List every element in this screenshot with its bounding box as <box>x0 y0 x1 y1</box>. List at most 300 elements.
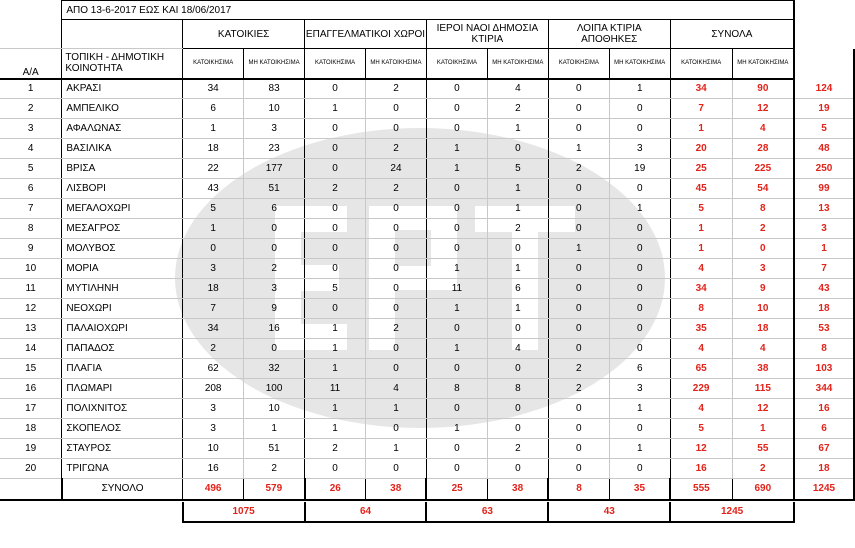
sum-other-uninhabitable: 35 <box>609 479 670 500</box>
cell-residences-inhabitable: 1 <box>183 219 244 239</box>
group-header-totals: ΣΥΝΟΛΑ <box>670 20 794 49</box>
cell-professional-inhabitable: 0 <box>305 119 366 139</box>
cell-other-uninhabitable: 0 <box>609 219 670 239</box>
cell-residences-uninhabitable: 83 <box>244 79 305 99</box>
community-name: ΛΙΣΒΟΡΙ <box>62 179 183 199</box>
cell-residences-uninhabitable: 51 <box>244 179 305 199</box>
cell-other-uninhabitable: 1 <box>609 439 670 459</box>
cell-residences-uninhabitable: 0 <box>244 239 305 259</box>
cell-other-uninhabitable: 19 <box>609 159 670 179</box>
cell-grand-total: 7 <box>794 259 854 279</box>
cell-total-inhabitable: 1 <box>670 239 732 259</box>
cell-total-uninhabitable: 54 <box>732 179 794 199</box>
cell-professional-inhabitable: 0 <box>305 299 366 319</box>
table-row <box>0 139 855 159</box>
cell-professional-inhabitable: 0 <box>305 199 366 219</box>
community-name: ΒΑΣΙΛΙΚΑ <box>62 139 183 159</box>
cell-professional-inhabitable: 0 <box>305 259 366 279</box>
cell-grand-total: 124 <box>794 79 854 99</box>
cell-total-inhabitable: 4 <box>670 259 732 279</box>
cell-total-uninhabitable: 28 <box>732 139 794 159</box>
table-row <box>0 159 855 179</box>
cell-churches-inhabitable: 0 <box>426 119 487 139</box>
cell-total-uninhabitable: 12 <box>732 399 794 419</box>
cell-grand-total: 1 <box>794 239 854 259</box>
subheader-uninhabitable: ΜΗ ΚΑΤΟΙΚΗΣΙΜΑ <box>244 49 305 79</box>
cell-grand-total: 67 <box>794 439 854 459</box>
community-name: ΜΟΛΥΒΟΣ <box>62 239 183 259</box>
cell-churches-uninhabitable: 4 <box>487 79 548 99</box>
cell-grand-total: 5 <box>794 119 854 139</box>
group-header-churches-public-buildings: ΙΕΡΟΙ ΝΑΟΙ ΔΗΜΟΣΙΑ ΚΤΙΡΙΑ <box>426 20 548 49</box>
table-row <box>0 279 855 299</box>
sum-total-uninhabitable: 690 <box>732 479 794 500</box>
cell-churches-uninhabitable: 6 <box>487 279 548 299</box>
community-name: ΜΟΡΙΑ <box>62 259 183 279</box>
cell-professional-uninhabitable: 0 <box>366 99 427 119</box>
cell-total-uninhabitable: 8 <box>732 199 794 219</box>
cell-churches-uninhabitable: 1 <box>487 179 548 199</box>
cell-churches-uninhabitable: 2 <box>487 439 548 459</box>
cell-other-uninhabitable: 0 <box>609 419 670 439</box>
cell-professional-inhabitable: 1 <box>305 419 366 439</box>
cell-residences-inhabitable: 34 <box>183 79 244 99</box>
row-number: 12 <box>0 299 62 319</box>
community-name: ΣΤΑΥΡΟΣ <box>62 439 183 459</box>
table-row <box>0 459 855 479</box>
row-number: 18 <box>0 419 62 439</box>
cell-total-inhabitable: 20 <box>670 139 732 159</box>
sum-residences-inhabitable: 496 <box>183 479 244 500</box>
cell-residences-uninhabitable: 3 <box>244 119 305 139</box>
cell-residences-inhabitable: 62 <box>183 359 244 379</box>
cell-total-uninhabitable: 18 <box>732 319 794 339</box>
cell-professional-uninhabitable: 0 <box>366 359 427 379</box>
cell-other-uninhabitable: 0 <box>609 279 670 299</box>
table-row <box>0 319 855 339</box>
cell-grand-total: 19 <box>794 99 854 119</box>
cell-grand-total: 18 <box>794 459 854 479</box>
cell-total-uninhabitable: 9 <box>732 279 794 299</box>
cell-churches-inhabitable: 1 <box>426 299 487 319</box>
cell-churches-inhabitable: 8 <box>426 379 487 399</box>
cell-total-uninhabitable: 90 <box>732 79 794 99</box>
cell-other-inhabitable: 2 <box>548 379 609 399</box>
row-number: 3 <box>0 119 62 139</box>
cell-grand-total: 18 <box>794 299 854 319</box>
cell-residences-uninhabitable: 2 <box>244 259 305 279</box>
cell-total-uninhabitable: 4 <box>732 119 794 139</box>
cell-professional-inhabitable: 2 <box>305 179 366 199</box>
cell-professional-uninhabitable: 4 <box>366 379 427 399</box>
cell-residences-inhabitable: 3 <box>183 419 244 439</box>
cell-total-inhabitable: 4 <box>670 399 732 419</box>
cell-other-uninhabitable: 0 <box>609 299 670 319</box>
community-name: ΤΡΙΓΩΝΑ <box>62 459 183 479</box>
cell-other-uninhabitable: 1 <box>609 199 670 219</box>
cell-residences-uninhabitable: 177 <box>244 159 305 179</box>
cell-other-inhabitable: 0 <box>548 119 609 139</box>
cell-other-uninhabitable: 6 <box>609 359 670 379</box>
table-row <box>0 219 855 239</box>
cell-total-inhabitable: 5 <box>670 419 732 439</box>
table-row <box>0 79 855 99</box>
cell-total-uninhabitable: 1 <box>732 419 794 439</box>
cell-professional-uninhabitable: 0 <box>366 259 427 279</box>
cell-residences-inhabitable: 43 <box>183 179 244 199</box>
row-number: 20 <box>0 459 62 479</box>
cell-professional-inhabitable: 0 <box>305 79 366 99</box>
report-date-range-title: ΑΠΟ 13-6-2017 ΕΩΣ ΚΑΙ 18/06/2017 <box>62 1 794 20</box>
cell-other-uninhabitable: 1 <box>609 79 670 99</box>
subheader-inhabitable: ΚΑΤΟΙΚΗΣΙΜΑ <box>426 49 487 79</box>
table-row <box>0 239 855 259</box>
row-number: 5 <box>0 159 62 179</box>
group-total-residences: 1075 <box>183 502 305 522</box>
community-name: ΜΕΣΑΓΡΟΣ <box>62 219 183 239</box>
subheader-uninhabitable: ΜΗ ΚΑΤΟΙΚΗΣΙΜΑ <box>366 49 427 79</box>
row-number: 13 <box>0 319 62 339</box>
table-row <box>0 399 855 419</box>
subheader-uninhabitable: ΜΗ ΚΑΤΟΙΚΗΣΙΜΑ <box>487 49 548 79</box>
cell-residences-uninhabitable: 9 <box>244 299 305 319</box>
community-name: ΑΦΑΛΩΝΑΣ <box>62 119 183 139</box>
cell-residences-uninhabitable: 16 <box>244 319 305 339</box>
table-row <box>0 339 855 359</box>
cell-residences-uninhabitable: 23 <box>244 139 305 159</box>
table-row <box>0 179 855 199</box>
cell-churches-uninhabitable: 0 <box>487 139 548 159</box>
subheader-uninhabitable: ΜΗ ΚΑΤΟΙΚΗΣΙΜΑ <box>609 49 670 79</box>
cell-professional-uninhabitable: 2 <box>366 79 427 99</box>
cell-total-inhabitable: 8 <box>670 299 732 319</box>
table-row <box>0 419 855 439</box>
cell-professional-inhabitable: 5 <box>305 279 366 299</box>
cell-total-inhabitable: 5 <box>670 199 732 219</box>
cell-residences-uninhabitable: 1 <box>244 419 305 439</box>
cell-residences-inhabitable: 7 <box>183 299 244 319</box>
cell-grand-total: 16 <box>794 399 854 419</box>
table-row <box>0 359 855 379</box>
sum-other-inhabitable: 8 <box>548 479 609 500</box>
cell-professional-uninhabitable: 24 <box>366 159 427 179</box>
cell-churches-inhabitable: 1 <box>426 259 487 279</box>
sum-residences-uninhabitable: 579 <box>244 479 305 500</box>
community-name: ΠΛΑΓΙΑ <box>62 359 183 379</box>
row-number: 2 <box>0 99 62 119</box>
cell-churches-inhabitable: 0 <box>426 439 487 459</box>
cell-churches-uninhabitable: 5 <box>487 159 548 179</box>
row-number: 8 <box>0 219 62 239</box>
cell-other-inhabitable: 2 <box>548 359 609 379</box>
cell-churches-inhabitable: 0 <box>426 179 487 199</box>
cell-total-inhabitable: 7 <box>670 99 732 119</box>
cell-grand-total: 8 <box>794 339 854 359</box>
cell-churches-uninhabitable: 1 <box>487 119 548 139</box>
cell-total-inhabitable: 229 <box>670 379 732 399</box>
cell-churches-inhabitable: 1 <box>426 419 487 439</box>
cell-residences-inhabitable: 5 <box>183 199 244 219</box>
cell-professional-uninhabitable: 2 <box>366 139 427 159</box>
cell-other-inhabitable: 0 <box>548 79 609 99</box>
table-row <box>0 99 855 119</box>
cell-other-inhabitable: 0 <box>548 339 609 359</box>
cell-churches-uninhabitable: 1 <box>487 259 548 279</box>
cell-residences-uninhabitable: 32 <box>244 359 305 379</box>
group-header-professional-spaces: ΕΠΑΓΓΕΛΜΑΤΙΚΟΙ ΧΩΡΟΙ <box>305 20 427 49</box>
table-row <box>0 119 855 139</box>
cell-total-uninhabitable: 55 <box>732 439 794 459</box>
cell-total-uninhabitable: 12 <box>732 99 794 119</box>
cell-grand-total: 6 <box>794 419 854 439</box>
cell-total-inhabitable: 1 <box>670 219 732 239</box>
cell-churches-inhabitable: 1 <box>426 339 487 359</box>
cell-grand-total: 43 <box>794 279 854 299</box>
row-number: 17 <box>0 399 62 419</box>
cell-churches-uninhabitable: 0 <box>487 319 548 339</box>
cell-churches-inhabitable: 0 <box>426 199 487 219</box>
cell-other-inhabitable: 0 <box>548 259 609 279</box>
cell-churches-uninhabitable: 4 <box>487 339 548 359</box>
cell-other-uninhabitable: 3 <box>609 379 670 399</box>
community-name: ΠΑΠΑΔΟΣ <box>62 339 183 359</box>
community-name: ΠΛΩΜΑΡΙ <box>62 379 183 399</box>
cell-total-uninhabitable: 2 <box>732 219 794 239</box>
sum-grand-total: 1245 <box>794 479 854 500</box>
cell-total-inhabitable: 16 <box>670 459 732 479</box>
cell-professional-inhabitable: 0 <box>305 159 366 179</box>
cell-professional-inhabitable: 0 <box>305 139 366 159</box>
community-name: ΜΕΓΑΛΟΧΩΡΙ <box>62 199 183 219</box>
cell-professional-uninhabitable: 0 <box>366 239 427 259</box>
cell-professional-inhabitable: 1 <box>305 99 366 119</box>
cell-other-inhabitable: 0 <box>548 179 609 199</box>
sum-total-inhabitable: 555 <box>670 479 732 500</box>
community-name: ΝΕΟΧΩΡΙ <box>62 299 183 319</box>
cell-churches-uninhabitable: 1 <box>487 299 548 319</box>
cell-churches-uninhabitable: 0 <box>487 399 548 419</box>
cell-other-inhabitable: 0 <box>548 399 609 419</box>
cell-other-uninhabitable: 0 <box>609 179 670 199</box>
cell-other-inhabitable: 1 <box>548 139 609 159</box>
cell-total-inhabitable: 4 <box>670 339 732 359</box>
cell-total-inhabitable: 12 <box>670 439 732 459</box>
cell-residences-inhabitable: 0 <box>183 239 244 259</box>
cell-total-uninhabitable: 0 <box>732 239 794 259</box>
cell-churches-inhabitable: 0 <box>426 359 487 379</box>
column-header-community: ΤΟΠΙΚΗ - ΔΗΜΟΤΙΚΗ ΚΟΙΝΟΤΗΤΑ <box>62 49 183 79</box>
cell-professional-uninhabitable: 0 <box>366 299 427 319</box>
cell-grand-total: 48 <box>794 139 854 159</box>
cell-other-uninhabitable: 0 <box>609 119 670 139</box>
cell-churches-uninhabitable: 8 <box>487 379 548 399</box>
cell-total-uninhabitable: 3 <box>732 259 794 279</box>
cell-churches-uninhabitable: 0 <box>487 359 548 379</box>
cell-professional-uninhabitable: 0 <box>366 219 427 239</box>
row-number: 9 <box>0 239 62 259</box>
cell-churches-inhabitable: 1 <box>426 159 487 179</box>
column-header-aa: Α/Α <box>0 49 62 79</box>
cell-residences-inhabitable: 18 <box>183 279 244 299</box>
sum-churches-uninhabitable: 38 <box>487 479 548 500</box>
subheader-inhabitable: ΚΑΤΟΙΚΗΣΙΜΑ <box>305 49 366 79</box>
cell-residences-inhabitable: 22 <box>183 159 244 179</box>
cell-residences-inhabitable: 34 <box>183 319 244 339</box>
group-total-churches: 63 <box>426 502 548 522</box>
cell-residences-inhabitable: 18 <box>183 139 244 159</box>
cell-residences-inhabitable: 1 <box>183 119 244 139</box>
cell-other-inhabitable: 0 <box>548 459 609 479</box>
cell-other-uninhabitable: 0 <box>609 459 670 479</box>
cell-professional-uninhabitable: 0 <box>366 339 427 359</box>
sum-professional-inhabitable: 26 <box>305 479 366 500</box>
cell-residences-inhabitable: 3 <box>183 399 244 419</box>
row-number: 15 <box>0 359 62 379</box>
cell-other-inhabitable: 0 <box>548 279 609 299</box>
cell-churches-inhabitable: 0 <box>426 99 487 119</box>
cell-professional-uninhabitable: 1 <box>366 439 427 459</box>
cell-professional-uninhabitable: 0 <box>366 199 427 219</box>
cell-residences-uninhabitable: 6 <box>244 199 305 219</box>
community-name: ΣΚΟΠΕΛΟΣ <box>62 419 183 439</box>
subheader-uninhabitable: ΜΗ ΚΑΤΟΙΚΗΣΙΜΑ <box>732 49 794 79</box>
community-name: ΑΜΠΕΛΙΚΟ <box>62 99 183 119</box>
cell-residences-uninhabitable: 51 <box>244 439 305 459</box>
cell-professional-uninhabitable: 0 <box>366 419 427 439</box>
cell-residences-inhabitable: 10 <box>183 439 244 459</box>
row-number: 19 <box>0 439 62 459</box>
sum-professional-uninhabitable: 38 <box>366 479 427 500</box>
cell-professional-inhabitable: 0 <box>305 239 366 259</box>
cell-other-inhabitable: 0 <box>548 99 609 119</box>
table-row <box>0 199 855 219</box>
cell-other-inhabitable: 0 <box>548 219 609 239</box>
cell-churches-uninhabitable: 2 <box>487 99 548 119</box>
cell-residences-uninhabitable: 10 <box>244 99 305 119</box>
cell-professional-inhabitable: 1 <box>305 399 366 419</box>
cell-churches-inhabitable: 0 <box>426 319 487 339</box>
group-total-all: 1245 <box>670 502 794 522</box>
cell-residences-inhabitable: 208 <box>183 379 244 399</box>
cell-other-inhabitable: 2 <box>548 159 609 179</box>
table-row <box>0 439 855 459</box>
group-header-residences: ΚΑΤΟΙΚΙΕΣ <box>183 20 305 49</box>
table-row <box>0 379 855 399</box>
row-number: 14 <box>0 339 62 359</box>
group-total-professional: 64 <box>305 502 427 522</box>
cell-other-uninhabitable: 3 <box>609 139 670 159</box>
table-row <box>0 299 855 319</box>
cell-grand-total: 53 <box>794 319 854 339</box>
community-name: ΒΡΙΣΑ <box>62 159 183 179</box>
cell-total-uninhabitable: 115 <box>732 379 794 399</box>
cell-professional-inhabitable: 11 <box>305 379 366 399</box>
cell-residences-uninhabitable: 2 <box>244 459 305 479</box>
cell-residences-inhabitable: 3 <box>183 259 244 279</box>
cell-total-inhabitable: 34 <box>670 79 732 99</box>
cell-grand-total: 99 <box>794 179 854 199</box>
cell-churches-uninhabitable: 0 <box>487 239 548 259</box>
cell-grand-total: 13 <box>794 199 854 219</box>
cell-other-inhabitable: 0 <box>548 419 609 439</box>
cell-other-uninhabitable: 0 <box>609 99 670 119</box>
cell-churches-inhabitable: 0 <box>426 79 487 99</box>
cell-grand-total: 103 <box>794 359 854 379</box>
cell-professional-inhabitable: 0 <box>305 219 366 239</box>
subheader-inhabitable: ΚΑΤΟΙΚΗΣΙΜΑ <box>670 49 732 79</box>
cell-total-uninhabitable: 225 <box>732 159 794 179</box>
cell-professional-uninhabitable: 0 <box>366 279 427 299</box>
cell-churches-uninhabitable: 1 <box>487 199 548 219</box>
cell-professional-inhabitable: 1 <box>305 319 366 339</box>
cell-professional-inhabitable: 2 <box>305 439 366 459</box>
cell-churches-inhabitable: 0 <box>426 459 487 479</box>
community-name: ΜΥΤΙΛΗΝΗ <box>62 279 183 299</box>
cell-other-uninhabitable: 1 <box>609 399 670 419</box>
cell-residences-inhabitable: 16 <box>183 459 244 479</box>
cell-other-uninhabitable: 0 <box>609 259 670 279</box>
cell-professional-uninhabitable: 2 <box>366 179 427 199</box>
row-number: 1 <box>0 79 62 99</box>
row-number: 10 <box>0 259 62 279</box>
cell-grand-total: 250 <box>794 159 854 179</box>
cell-total-uninhabitable: 4 <box>732 339 794 359</box>
table-row <box>0 259 855 279</box>
cell-total-inhabitable: 34 <box>670 279 732 299</box>
community-name: ΑΚΡΑΣΙ <box>62 79 183 99</box>
cell-other-inhabitable: 0 <box>548 439 609 459</box>
cell-professional-inhabitable: 1 <box>305 339 366 359</box>
cell-professional-uninhabitable: 1 <box>366 399 427 419</box>
cell-other-inhabitable: 1 <box>548 239 609 259</box>
cell-other-uninhabitable: 0 <box>609 339 670 359</box>
cell-residences-uninhabitable: 10 <box>244 399 305 419</box>
cell-churches-inhabitable: 1 <box>426 139 487 159</box>
cell-total-inhabitable: 35 <box>670 319 732 339</box>
cell-churches-inhabitable: 0 <box>426 399 487 419</box>
subheader-inhabitable: ΚΑΤΟΙΚΗΣΙΜΑ <box>183 49 244 79</box>
cell-residences-uninhabitable: 0 <box>244 339 305 359</box>
cell-grand-total: 3 <box>794 219 854 239</box>
community-name: ΠΟΛΙΧΝΙΤΟΣ <box>62 399 183 419</box>
sum-churches-inhabitable: 25 <box>426 479 487 500</box>
cell-grand-total: 344 <box>794 379 854 399</box>
subheader-inhabitable: ΚΑΤΟΙΚΗΣΙΜΑ <box>548 49 609 79</box>
cell-churches-uninhabitable: 0 <box>487 419 548 439</box>
cell-residences-uninhabitable: 3 <box>244 279 305 299</box>
sum-label: ΣΥΝΟΛΟ <box>62 479 183 500</box>
cell-professional-inhabitable: 0 <box>305 459 366 479</box>
cell-professional-uninhabitable: 2 <box>366 319 427 339</box>
cell-total-uninhabitable: 38 <box>732 359 794 379</box>
cell-residences-uninhabitable: 100 <box>244 379 305 399</box>
row-number: 11 <box>0 279 62 299</box>
cell-other-inhabitable: 0 <box>548 199 609 219</box>
cell-professional-uninhabitable: 0 <box>366 119 427 139</box>
cell-other-uninhabitable: 0 <box>609 239 670 259</box>
cell-churches-inhabitable: 0 <box>426 219 487 239</box>
cell-total-inhabitable: 65 <box>670 359 732 379</box>
cell-churches-inhabitable: 11 <box>426 279 487 299</box>
cell-other-uninhabitable: 0 <box>609 319 670 339</box>
cell-professional-inhabitable: 1 <box>305 359 366 379</box>
group-total-other: 43 <box>548 502 670 522</box>
row-number: 7 <box>0 199 62 219</box>
row-number: 16 <box>0 379 62 399</box>
cell-total-inhabitable: 45 <box>670 179 732 199</box>
cell-total-inhabitable: 25 <box>670 159 732 179</box>
cell-churches-uninhabitable: 2 <box>487 219 548 239</box>
